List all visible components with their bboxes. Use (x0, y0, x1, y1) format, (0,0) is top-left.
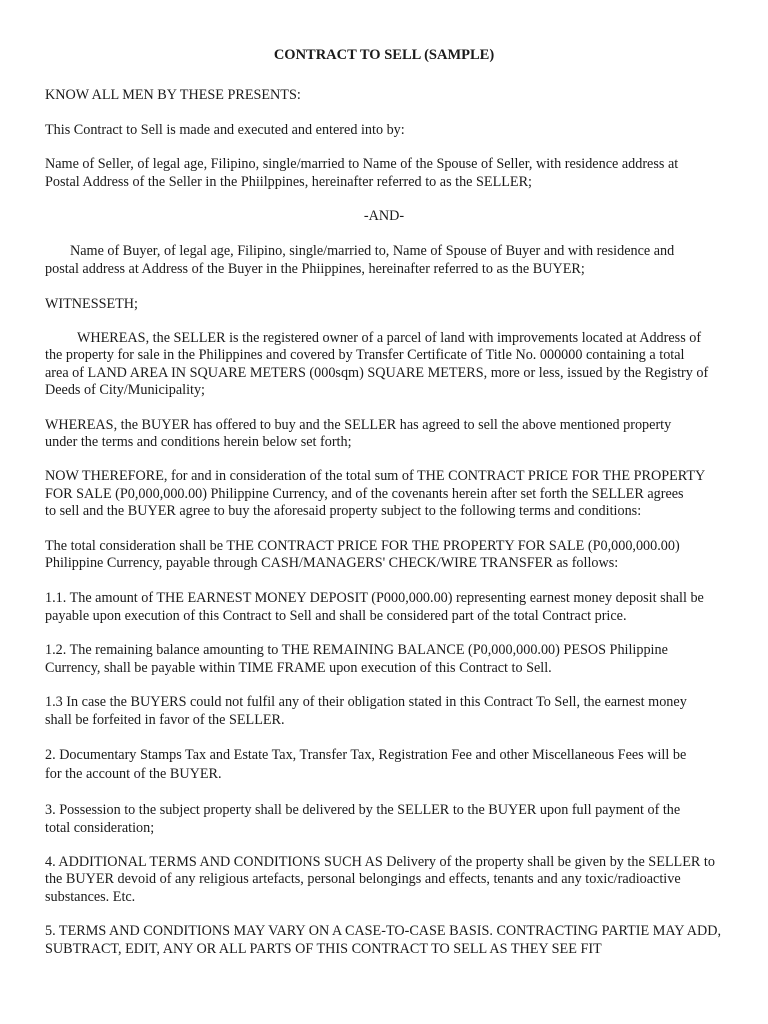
clause-4-line: 4. ADDITIONAL TERMS AND CONDITIONS SUCH AS Delivery of the property shall be given by the SELLER to (45, 854, 715, 870)
whereas-2-line: under the terms and conditions herein below set forth; (45, 434, 352, 450)
clause-3-line: total consideration; (45, 820, 155, 836)
total-consideration-line: Philippine Currency, payable through CASH/MANAGERS' CHECK/WIRE TRANSFER as follows: (45, 555, 619, 571)
clause-2-line: 2. Documentary Stamps Tax and Estate Tax, Transfer Tax, Registration Fee and other Miscellaneous Fees will be (45, 747, 687, 763)
buyer-paragraph-line: postal address at Address of the Buyer in the Phiippines, hereinafter referred to as the BUYER; (45, 261, 585, 277)
and-separator: -AND- (363, 208, 405, 224)
seller-paragraph-line: Name of Seller, of legal age, Filipino, single/married to Name of the Spouse of Seller, with residence address at (45, 156, 679, 172)
whereas-1-line: WHEREAS, the SELLER is the registered owner of a parcel of land with improvements located at Address of (77, 330, 702, 346)
witnesseth-heading: WITNESSETH; (45, 296, 138, 312)
clause-1-3-line: shall be forfeited in favor of the SELLER. (45, 712, 285, 728)
now-therefore-line: FOR SALE (P0,000,000.00) Philippine Currency, and of the covenants herein after set forth the SELLER agrees (45, 486, 684, 502)
total-consideration-line: The total consideration shall be THE CONTRACT PRICE FOR THE PROPERTY FOR SALE (P0,000,000.00) (45, 538, 680, 554)
seller-paragraph-line: Postal Address of the Seller in the Phiilppines, hereinafter referred to as the SELLER; (45, 174, 532, 190)
clause-3-line: 3. Possession to the subject property shall be delivered by the SELLER to the BUYER upon full payment of the (45, 802, 681, 818)
intro-text: This Contract to Sell is made and executed and entered into by: (45, 122, 405, 138)
now-therefore-line: to sell and the BUYER agree to buy the aforesaid property subject to the following terms and conditions: (45, 503, 642, 519)
clause-5-line: SUBTRACT, EDIT, ANY OR ALL PARTS OF THIS CONTRACT TO SELL AS THEY SEE FIT (45, 941, 602, 957)
greeting-text: KNOW ALL MEN BY THESE PRESENTS: (45, 87, 301, 103)
clause-1-1-line: payable upon execution of this Contract to Sell and shall be considered part of the total Contract price. (45, 608, 627, 624)
now-therefore-line: NOW THEREFORE, for and in consideration of the total sum of THE CONTRACT PRICE FOR THE PROPERTY (45, 468, 706, 484)
clause-5-line: 5. TERMS AND CONDITIONS MAY VARY ON A CASE-TO-CASE BASIS. CONTRACTING PARTIE MAY ADD, (45, 923, 722, 939)
clause-1-1-line: 1.1. The amount of THE EARNEST MONEY DEPOSIT (P000,000.00) representing earnest money deposit shall be (45, 590, 704, 606)
clause-1-3-line: 1.3 In case the BUYERS could not fulfil any of their obligation stated in this Contract To Sell, the earnest money (45, 694, 687, 710)
clause-2-line: for the account of the BUYER. (45, 766, 222, 782)
whereas-2-line: WHEREAS, the BUYER has offered to buy and the SELLER has agreed to sell the above mentioned property (45, 417, 672, 433)
buyer-paragraph-line: Name of Buyer, of legal age, Filipino, single/married to, Name of Spouse of Buyer and with residence and (70, 243, 675, 259)
document-title: CONTRACT TO SELL (SAMPLE) (273, 47, 495, 63)
clause-1-2-line: Currency, shall be payable within TIME FRAME upon execution of this Contract to Sell. (45, 660, 552, 676)
whereas-1-line: area of LAND AREA IN SQUARE METERS (000sqm) SQUARE METERS, more or less, issued by the Registry of (45, 365, 709, 381)
clause-4-line: the BUYER devoid of any religious artefacts, personal belongings and effects, tenants and any toxic/radioactive (45, 871, 681, 887)
clause-4-line: substances. Etc. (45, 889, 136, 905)
whereas-1-line: Deeds of City/Municipality; (45, 382, 205, 398)
clause-1-2-line: 1.2. The remaining balance amounting to THE REMAINING BALANCE (P0,000,000.00) PESOS Philippine (45, 642, 668, 658)
whereas-1-line: the property for sale in the Philippines and covered by Transfer Certificate of Title No. 000000 containing a total (45, 347, 685, 363)
